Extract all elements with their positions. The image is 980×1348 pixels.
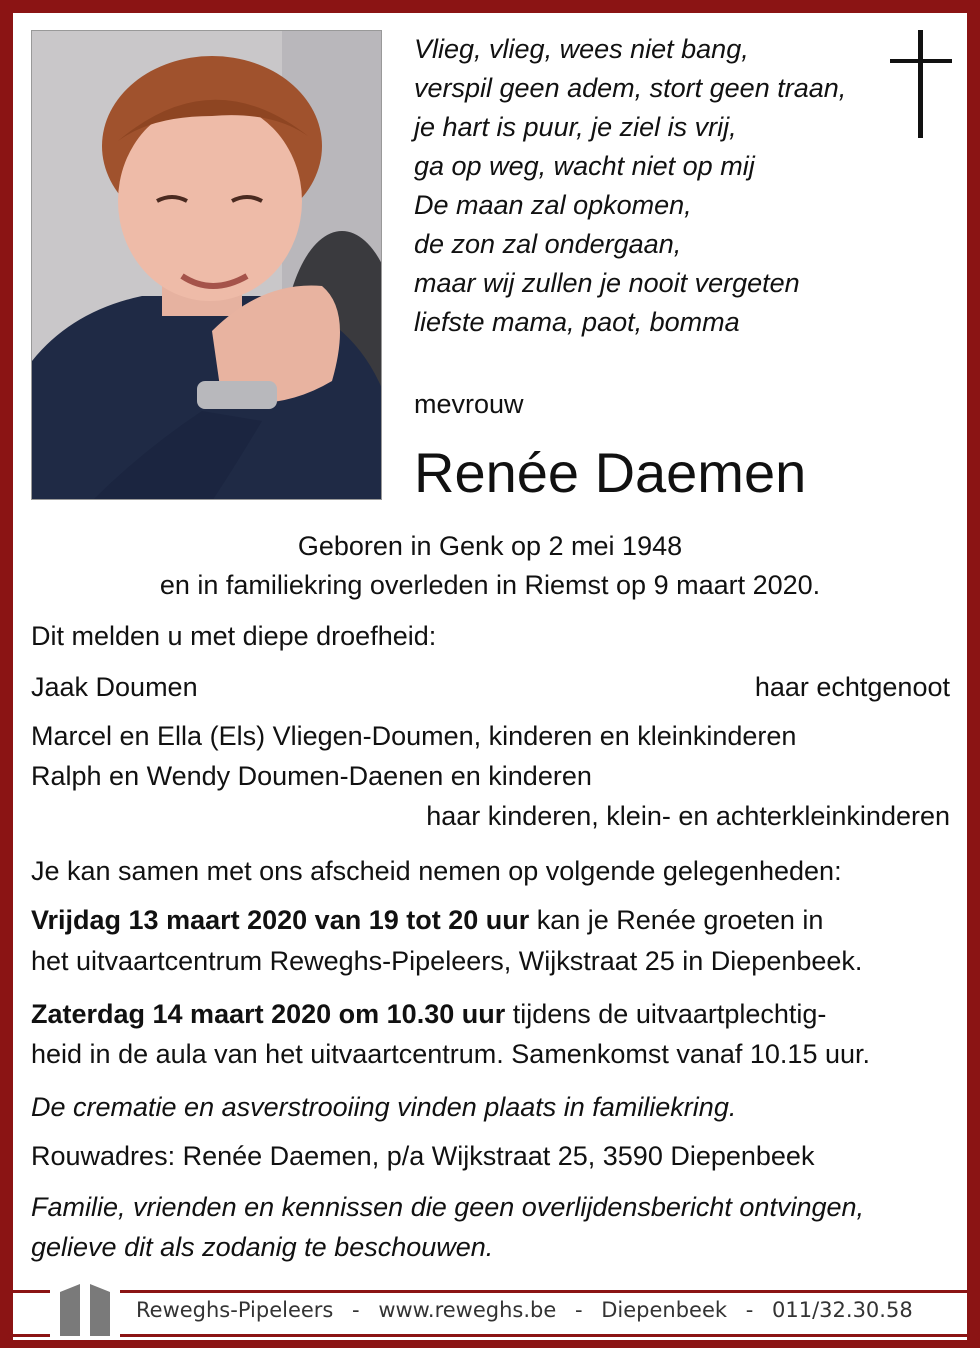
footer-town: Diepenbeek [601, 1298, 728, 1322]
spouse-name: Jaak Doumen [31, 672, 198, 702]
footer-rule-bottom [13, 1334, 967, 1337]
mourning-address: Rouwadres: Renée Daemen, p/a Wijkstraat 25, 3590 Diepenbeek [31, 1141, 815, 1171]
cremation-note: De crematie en asverstrooiing vinden plaats in familiekring. [31, 1092, 737, 1122]
event-1-text: kan je Renée groeten in [529, 905, 824, 935]
event-1-line-2: het uitvaartcentrum Reweghs-Pipeleers, Wijkstraat 25 in Diepenbeek. [31, 946, 863, 976]
poem-line: maar wij zullen je nooit vergeten [414, 268, 800, 298]
footer-contact [130, 1298, 919, 1322]
title-prefix: mevrouw [414, 389, 524, 419]
poem-line: ga op weg, wacht niet op mij [414, 151, 755, 181]
footer-separator: - [745, 1298, 754, 1322]
event-1-date: Vrijdag 13 maart 2020 van 19 tot 20 uur [31, 905, 530, 935]
funeral-home-logo [50, 1278, 120, 1338]
poem-line: verspil geen adem, stort geen traan, [414, 73, 847, 103]
announcement: Dit melden u met diepe droefheid: [31, 621, 437, 651]
notice-line-2: gelieve dit als zodanig te beschouwen. [31, 1232, 494, 1262]
footer-rule-top [13, 1290, 967, 1293]
portrait-photo [31, 30, 382, 500]
footer-separator: - [352, 1298, 360, 1322]
footer-company: Reweghs-Pipeleers [136, 1298, 334, 1322]
poem-line: Vlieg, vlieg, wees niet bang, [414, 34, 749, 64]
poem-line: liefste mama, paot, bomma [414, 307, 740, 337]
farewell-intro: Je kan samen met ons afscheid nemen op volgende gelegenheden: [31, 856, 842, 886]
event-2-text: tijdens de uitvaartplechtig- [505, 999, 827, 1029]
poem-line: De maan zal opkomen, [414, 190, 692, 220]
children-line-1: Marcel en Ella (Els) Vliegen-Doumen, kinderen en kleinkinderen [31, 721, 797, 751]
event-2-date: Zaterdag 14 maart 2020 om 10.30 uur [31, 999, 506, 1029]
deceased-name: Renée Daemen [414, 441, 807, 504]
footer-separator: - [574, 1298, 583, 1322]
footer-phone: 011/32.30.58 [772, 1298, 913, 1322]
event-2-line-2: heid in de aula van het uitvaartcentrum. Samenkomst vanaf 10.15 uur. [31, 1039, 871, 1069]
poem-line: je hart is puur, je ziel is vrij, [414, 112, 737, 142]
event-2 [31, 999, 826, 1030]
death-line: en in familiekring overleden in Riemst op 9 maart 2020. [159, 570, 821, 600]
children-line-2: Ralph en Wendy Doumen-Daenen en kinderen [31, 761, 592, 791]
poem-line: de zon zal ondergaan, [414, 229, 682, 259]
cross-icon [890, 30, 952, 138]
spouse-role: haar echtgenoot [754, 672, 950, 702]
children-role: haar kinderen, klein- en achterkleinkinderen [426, 801, 950, 831]
footer-website[interactable]: www.reweghs.be [378, 1298, 557, 1322]
poem [414, 30, 894, 342]
notice-line-1: Familie, vrienden en kennissen die geen overlijdensbericht ontvingen, [31, 1192, 865, 1222]
birth-line: Geboren in Genk op 2 mei 1948 [297, 531, 683, 561]
event-1 [31, 905, 823, 936]
